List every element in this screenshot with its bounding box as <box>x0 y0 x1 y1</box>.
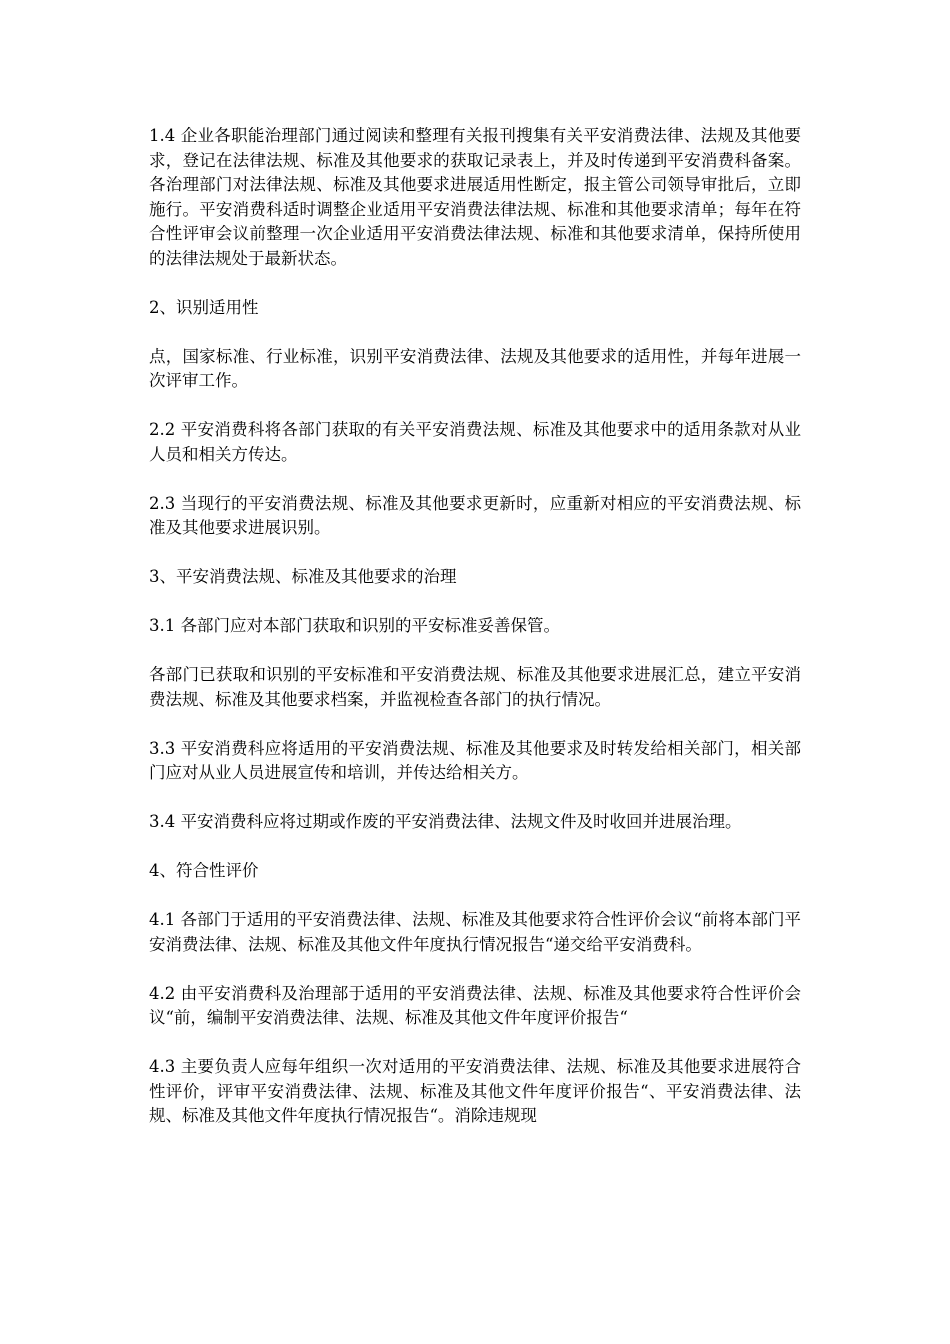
document-body <box>149 124 801 1153</box>
paragraph-3-1: 3.1 各部门应对本部门获取和识别的平安标准妥善保管。 <box>149 616 560 635</box>
paragraph-4-2: 4.2 由平安消费科及治理部于适用的平安消费法律、法规、标准及其他要求符合性评价会议“前，编制平安消费法律、法规、标准及其他文件年度评价报告“ <box>149 983 801 1027</box>
heading-3-management: 3、平安消费法规、标准及其他要求的治理 <box>149 567 457 586</box>
paragraph-3-3: 3.3 平安消费科应将适用的平安消费法规、标准及其他要求及时转发给相关部门，相关部门应对从业人员进展宣传和培训，并传达给相关方。 <box>149 738 801 782</box>
paragraph-4-3: 4.3 主要负责人应每年组织一次对适用的平安消费法律、法规、标准及其他要求进展符合性评价，评审平安消费法律、法规、标准及其他文件年度评价报告“、平安消费法律、法规、标准及其他文件年度执行情况报告“。消除违规现 <box>149 1057 801 1125</box>
paragraph-2-3: 2.3 当现行的平安消费法规、标准及其他要求更新时，应重新对相应的平安消费法规、标准及其他要求进展识别。 <box>149 493 801 537</box>
paragraph-2-2: 2.2 平安消费科将各部门获取的有关平安消费法规、标准及其他要求中的适用条款对从业人员和相关方传达。 <box>149 420 801 464</box>
paragraph-2-1: 点，国家标准、行业标准，识别平安消费法律、法规及其他要求的适用性，并每年进展一次评审工作。 <box>149 346 801 390</box>
paragraph-3-4: 3.4 平安消费科应将过期或作废的平安消费法律、法规文件及时收回并进展治理。 <box>149 812 742 831</box>
paragraph-3-2: 各部门已获取和识别的平安标准和平安消费法规、标准及其他要求进展汇总，建立平安消费法规、标准及其他要求档案，并监视检查各部门的执行情况。 <box>149 665 801 709</box>
heading-2-identify-applicability: 2、识别适用性 <box>149 297 259 317</box>
heading-4-compliance-evaluation: 4、符合性评价 <box>149 861 259 880</box>
paragraph-1-4: 1.4 企业各职能治理部门通过阅读和整理有关报刊搜集有关平安消费法律、法规及其他要求，登记在法律法规、标准及其他要求的获取记录表上，并及时传递到平安消费科备案。各治理部门对法律法规、标准及其他要求进展适用性断定，报主管公司领导审批后，立即施行。平安消费科适时调整企业适用平安消费法律法规、标准和其他要求清单；每年在符合性评审会议前整理一次企业适用平安消费法律法规、标准和其他要求清单，保持所使用的法律法规处于最新状态。 <box>149 126 801 268</box>
paragraph-4-1: 4.1 各部门于适用的平安消费法律、法规、标准及其他要求符合性评价会议“前将本部门平安消费法律、法规、标准及其他文件年度执行情况报告“递交给平安消费科。 <box>149 910 801 954</box>
